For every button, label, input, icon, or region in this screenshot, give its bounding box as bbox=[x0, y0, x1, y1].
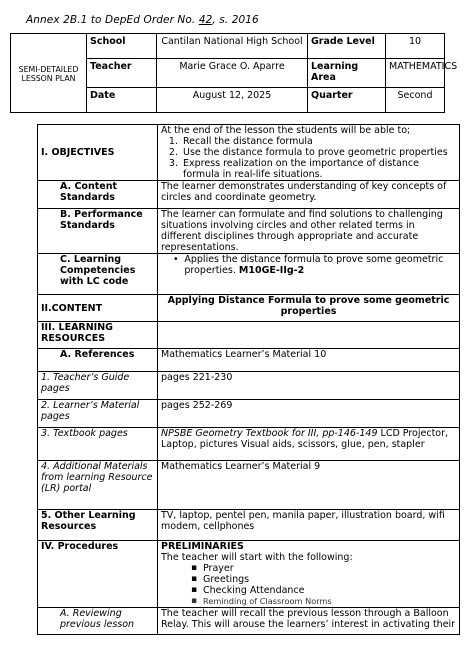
competency-bullet bbox=[161, 254, 456, 276]
procedures-label: IV. Procedures bbox=[38, 541, 158, 608]
textbook-title: NPSBE Geometry Textbook for III, pp-146-149 bbox=[161, 428, 378, 439]
performance-standards-text: The learner can formulate and find solutions to challenging situations involving circles and other related terms in different disciplines through appropriate and accurate representations. bbox=[158, 209, 460, 254]
competencies-row bbox=[38, 254, 460, 295]
reviewing-label: A. Reviewing previous lesson bbox=[38, 608, 158, 635]
other-resources-label: 5. Other Learning Resources bbox=[38, 510, 158, 541]
date-value: August 12, 2025 bbox=[157, 88, 308, 113]
content-standards-label: A. Content Standards bbox=[38, 181, 158, 209]
preliminary-item: ▪ Prayer bbox=[203, 563, 456, 574]
teacher-value: Marie Grace O. Aparre bbox=[157, 59, 308, 88]
procedures-intro: The teacher will start with the following: bbox=[161, 552, 353, 563]
objectives-cell bbox=[158, 125, 460, 181]
learners-material-row bbox=[38, 400, 460, 428]
quarter-value: Second bbox=[386, 88, 445, 113]
bullet-icon: • bbox=[173, 254, 179, 265]
teachers-guide-row bbox=[38, 372, 460, 400]
competency-text: Applies the distance formula to prove some geometric properties. bbox=[184, 254, 444, 276]
textbook-rest: LCD Projector, Laptop, pictures Visual aids, scissors, glue, pen, stapler bbox=[161, 428, 449, 450]
references-text: Mathematics Learner’s Material 10 bbox=[158, 349, 460, 372]
performance-standards-row bbox=[38, 209, 460, 254]
objectives-intro: At the end of the lesson the students will be able to; bbox=[161, 125, 411, 136]
preliminaries-list bbox=[161, 563, 456, 607]
annex-number: 42 bbox=[198, 14, 213, 26]
additional-materials-row bbox=[38, 461, 460, 510]
references-label: A. References bbox=[38, 349, 158, 372]
quarter-label: Quarter bbox=[308, 88, 386, 113]
resources-row bbox=[38, 322, 460, 349]
teachers-guide-text: pages 221-230 bbox=[158, 372, 460, 400]
textbook-label: 3. Textbook pages bbox=[38, 428, 158, 461]
content-text: Applying Distance Formula to prove some geometric properties bbox=[158, 295, 460, 322]
lesson-plan-table bbox=[37, 124, 460, 635]
textbook-cell bbox=[158, 428, 460, 461]
objective-item: 1. Recall the distance formula bbox=[181, 136, 456, 147]
content-standards-row bbox=[38, 181, 460, 209]
school-label: School bbox=[87, 34, 157, 59]
resources-empty bbox=[158, 322, 460, 349]
annex-prefix: Annex 2B.1 to DepEd Order No. bbox=[26, 14, 196, 26]
competency-code: M10GE-IIg-2 bbox=[238, 265, 305, 276]
objectives-label: I. OBJECTIVES bbox=[38, 125, 158, 181]
header-table bbox=[10, 33, 458, 113]
competencies-cell bbox=[158, 254, 460, 295]
competencies-label: C. Learning Competencies with LC code bbox=[38, 254, 158, 295]
textbook-row bbox=[38, 428, 460, 461]
preliminary-item: ▪ Greetings bbox=[203, 574, 456, 585]
references-row bbox=[38, 349, 460, 372]
objectives-list bbox=[161, 136, 456, 180]
other-resources-row bbox=[38, 510, 460, 541]
objective-item: 2. Use the distance formula to prove geometric properties bbox=[181, 147, 456, 158]
procedures-cell bbox=[158, 541, 460, 608]
preliminary-item-minor: ▪ Reminding of Classroom Norms bbox=[203, 596, 456, 607]
learners-material-label: 2. Learner’s Material pages bbox=[38, 400, 158, 428]
annex-suffix: , s. 2016 bbox=[212, 14, 259, 26]
procedures-row bbox=[38, 541, 460, 608]
school-value: Cantilan National High School bbox=[157, 34, 308, 59]
grade-level-label: Grade Level bbox=[308, 34, 386, 59]
performance-standards-label: B. Performance Standards bbox=[38, 209, 158, 254]
content-label: II.CONTENT bbox=[38, 295, 158, 322]
objectives-row bbox=[38, 125, 460, 181]
grade-level-value: 10 bbox=[386, 34, 445, 59]
procedures-heading: PRELIMINARIES bbox=[161, 541, 244, 552]
date-label: Date bbox=[87, 88, 157, 113]
resources-label: III. LEARNING RESOURCES bbox=[38, 322, 158, 349]
preliminary-item: ▪ Checking Attendance bbox=[203, 585, 456, 596]
teachers-guide-label: 1. Teacher’s Guide pages bbox=[38, 372, 158, 400]
annex-line bbox=[26, 14, 259, 26]
additional-materials-label: 4. Additional Materials from learning Resource (LR) portal bbox=[38, 461, 158, 510]
teacher-label: Teacher bbox=[87, 59, 157, 88]
additional-materials-text: Mathematics Learner’s Material 9 bbox=[158, 461, 460, 510]
learning-area-label: Learning Area bbox=[308, 59, 386, 88]
other-resources-text: TV, laptop, pentel pen, manila paper, illustration board, wifi modem, cellphones bbox=[158, 510, 460, 541]
reviewing-text: The teacher will recall the previous lesson through a Balloon Relay. This will arouse the learners’ interest in activating their bbox=[158, 608, 460, 635]
learners-material-text: pages 252-269 bbox=[158, 400, 460, 428]
content-standards-text: The learner demonstrates understanding of key concepts of circles and coordinate geometry. bbox=[158, 181, 460, 209]
reviewing-row bbox=[38, 608, 460, 635]
objective-item: 3. Express realization on the importance of distance formula in real-life situations. bbox=[181, 158, 456, 180]
plan-type: SEMI-DETAILED LESSON PLAN bbox=[11, 34, 87, 113]
content-row bbox=[38, 295, 460, 322]
learning-area-value: MATHEMATICS bbox=[386, 59, 445, 88]
